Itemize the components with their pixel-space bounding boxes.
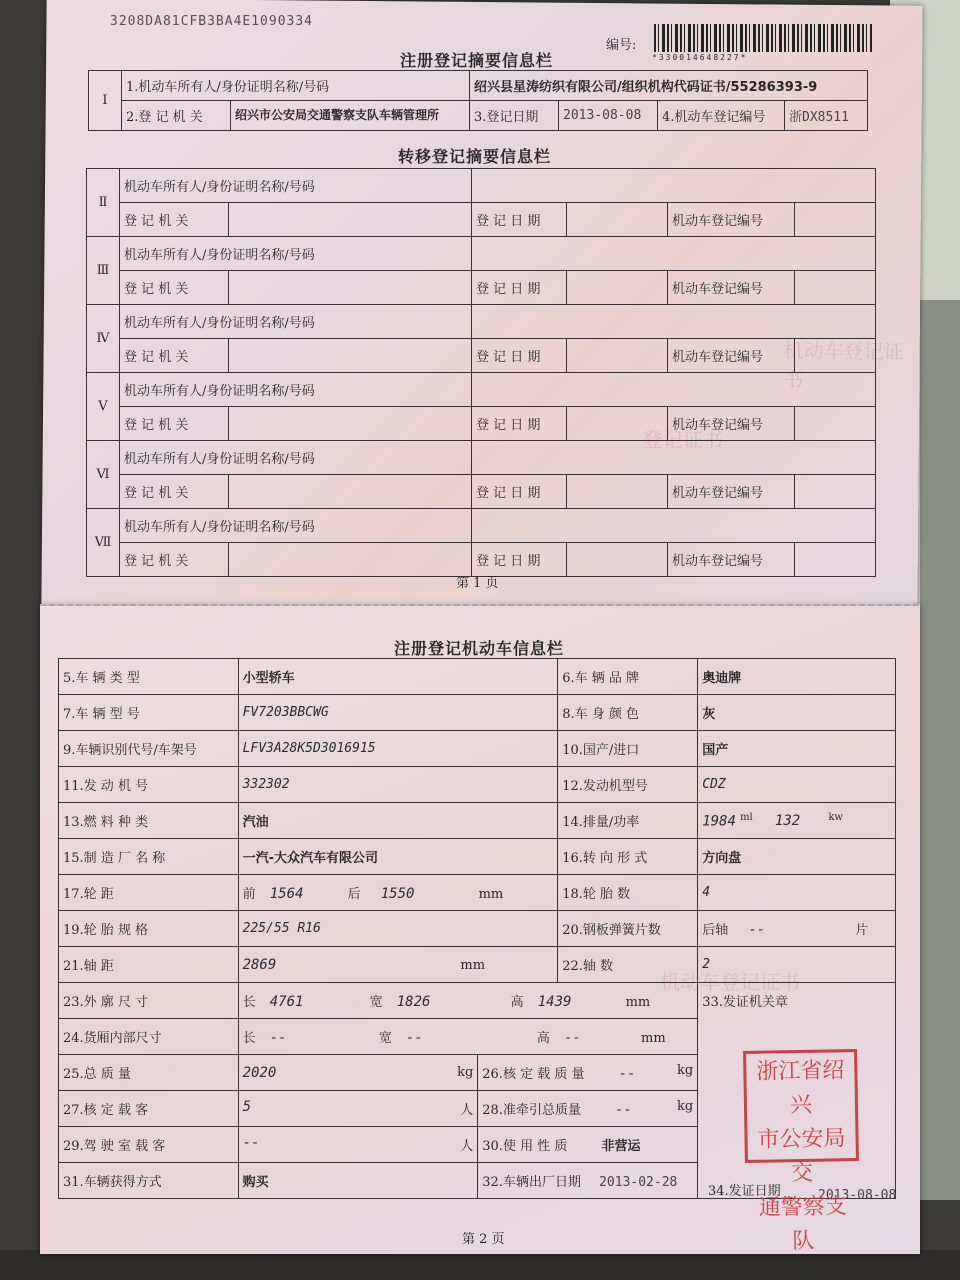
- transfer-owner-label: 机动车所有人/身份证明名称/号码: [120, 237, 472, 271]
- issuing-authority-seal: 浙江省绍兴 市公安局交 通警察支队: [743, 1049, 859, 1163]
- transfer-date-label: 登 记 日 期: [472, 543, 567, 577]
- background-shadow: [920, 300, 960, 1200]
- ren-unit: 人: [460, 1139, 474, 1154]
- transfer-owner-label: 机动车所有人/身份证明名称/号码: [120, 305, 472, 339]
- cab-passengers-cell: [238, 1127, 478, 1163]
- total-mass-label: 25.总 质 量: [59, 1055, 239, 1091]
- front-label: 前: [242, 887, 256, 902]
- vehicle-type-value: 小型轿车: [238, 659, 558, 695]
- towing-mass-value: --: [615, 1102, 632, 1118]
- factory-date-cell: [478, 1163, 698, 1199]
- watermark-text: 机动车登记证书: [660, 970, 800, 994]
- body-color-value: 灰: [698, 695, 896, 731]
- axle-count-label: 22.轴 数: [558, 947, 698, 983]
- engine-number-label: 11.发 动 机 号: [59, 767, 239, 803]
- origin-label: 10.国产/进口: [558, 731, 698, 767]
- kg-unit: kg: [677, 1099, 694, 1114]
- acquisition-label: 31.车辆获得方式: [59, 1163, 239, 1199]
- tire-count-value: 4: [698, 875, 896, 911]
- towing-mass-label: 28.准牵引总质量: [482, 1103, 581, 1118]
- dimensions-cell: [238, 983, 698, 1019]
- row-number: Ⅰ: [89, 71, 122, 131]
- height-value: 1439: [537, 994, 572, 1010]
- engine-model-label: 12.发动机型号: [558, 767, 698, 803]
- transfer-date-value: [567, 407, 668, 441]
- rear-axle-label: 后轴: [702, 923, 729, 938]
- transfer-authority-value: [229, 407, 472, 441]
- reg-number-label: 4.机动车登记编号: [658, 101, 785, 131]
- transfer-date-label: 登 记 日 期: [472, 203, 567, 237]
- mm-unit: mm: [478, 887, 504, 902]
- transfer-authority-label: 登 记 机 关: [120, 407, 229, 441]
- owner-value: 绍兴县星涛纺织有限公司/组织机构代码证书/55286393-9: [470, 71, 868, 101]
- fuel-type-label: 13.燃 料 种 类: [59, 803, 239, 839]
- rated-passengers-value: 5: [242, 1099, 251, 1115]
- reg-date-value: 2013-08-08: [559, 101, 658, 131]
- rear-track-value: 1550: [380, 886, 415, 902]
- seal-label: 33.发证机关章: [698, 983, 896, 1199]
- displacement-value: 1984: [702, 813, 736, 830]
- tire-count-label: 18.轮 胎 数: [558, 875, 698, 911]
- total-mass-cell: [238, 1055, 478, 1091]
- transfer-authority-label: 登 记 机 关: [120, 271, 229, 305]
- leaf-spring-count: --: [748, 922, 766, 938]
- serial-number: 3208DA81CFB3BA4E1090334: [110, 14, 314, 29]
- transfer-regno-value: [795, 543, 876, 577]
- transfer-authority-label: 登 记 机 关: [120, 543, 229, 577]
- rated-passengers-cell: [238, 1091, 478, 1127]
- registration-summary-table: [88, 70, 868, 131]
- page-number: 第 2 页: [462, 1232, 505, 1247]
- rated-passengers-label: 27.核 定 载 客: [59, 1091, 239, 1127]
- kg-unit: kg: [457, 1064, 474, 1080]
- vin-label: 9.车辆识别代号/车架号: [59, 731, 239, 767]
- transfer-owner-value: [472, 373, 876, 407]
- transfer-date-label: 登 记 日 期: [472, 339, 567, 373]
- reg-date-label: 3.登记日期: [470, 101, 559, 131]
- transfer-authority-label: 登 记 机 关: [120, 339, 229, 373]
- cargo-dimensions-cell: [238, 1019, 698, 1055]
- transfer-owner-label: 机动车所有人/身份证明名称/号码: [120, 509, 472, 543]
- transfer-owner-label: 机动车所有人/身份证明名称/号码: [120, 373, 472, 407]
- transfer-authority-value: [229, 271, 472, 305]
- origin-value: 国产: [698, 731, 896, 767]
- cargo-dimensions-label: 24.货厢内部尺寸: [59, 1019, 239, 1055]
- usage-cell: [478, 1127, 698, 1163]
- authority-label: 2.登 记 机 关: [122, 101, 231, 131]
- transfer-regno-label: 机动车登记编号: [668, 407, 795, 441]
- transfer-summary-title: 转移登记摘要信息栏: [398, 147, 552, 166]
- width-value: 1826: [396, 994, 431, 1010]
- height-label: 高: [510, 995, 524, 1010]
- cargo-height-value: --: [564, 1030, 581, 1046]
- front-track-value: 1564: [269, 886, 304, 902]
- manufacturer-value: 一汽-大众汽车有限公司: [238, 839, 558, 875]
- body-color-label: 8.车 身 颜 色: [558, 695, 698, 731]
- issue-date-value: 2013-08-08: [818, 1188, 897, 1203]
- transfer-owner-label: 机动车所有人/身份证明名称/号码: [120, 441, 472, 475]
- row-number: Ⅳ: [87, 305, 120, 373]
- vehicle-brand-label: 6.车 辆 品 牌: [558, 659, 698, 695]
- transfer-regno-value: [795, 339, 876, 373]
- transfer-authority-value: [229, 339, 472, 373]
- leaf-spring-label: 20.钢板弹簧片数: [558, 911, 698, 947]
- wheelbase-cell: [238, 947, 558, 983]
- dimensions-label: 23.外 廓 尺 寸: [59, 983, 239, 1019]
- cab-passengers-label: 29.驾 驶 室 载 客: [59, 1127, 239, 1163]
- fuel-type-value: 汽油: [238, 803, 558, 839]
- transfer-regno-label: 机动车登记编号: [668, 475, 795, 509]
- rated-load-cell: [478, 1055, 698, 1091]
- width-label: 宽: [378, 1031, 392, 1046]
- transfer-regno-label: 机动车登记编号: [668, 271, 795, 305]
- vin-value: LFV3A28K5D3016915: [238, 731, 558, 767]
- rated-load-value: --: [618, 1066, 636, 1082]
- row-number: Ⅲ: [87, 237, 120, 305]
- transfer-regno-label: 机动车登记编号: [668, 339, 795, 373]
- displacement-label: 14.排量/功率: [558, 803, 698, 839]
- power-value: 132: [774, 813, 801, 830]
- transfer-date-value: [567, 203, 668, 237]
- mm-unit: mm: [625, 995, 651, 1010]
- wheelbase-value: 2869: [242, 956, 277, 973]
- rear-label: 后: [347, 887, 361, 902]
- transfer-date-label: 登 记 日 期: [472, 407, 567, 441]
- acquisition-value: 购买: [238, 1163, 478, 1199]
- towing-mass-cell: [478, 1091, 698, 1127]
- vehicle-info-title: 注册登记机动车信息栏: [394, 639, 565, 658]
- kg-unit: kg: [677, 1063, 694, 1078]
- row-number: Ⅴ: [87, 373, 120, 441]
- engine-number-value: 332302: [238, 767, 558, 803]
- length-label: 长: [242, 995, 256, 1010]
- displacement-power-value: [698, 803, 896, 839]
- kw-unit: kw: [828, 811, 843, 823]
- transfer-owner-value: [472, 305, 876, 339]
- row-number: Ⅱ: [87, 169, 120, 237]
- authority-value: 绍兴市公安局交通警察支队车辆管理所: [231, 101, 470, 131]
- transfer-date-value: [567, 475, 668, 509]
- transfer-summary-table: [86, 168, 876, 577]
- length-label: 长: [242, 1031, 256, 1046]
- vehicle-model-label: 7.车 辆 型 号: [59, 695, 239, 731]
- transfer-owner-value: [472, 509, 876, 543]
- cargo-length-value: --: [269, 1030, 287, 1046]
- usage-label: 30.使 用 性 质: [482, 1139, 568, 1154]
- factory-date-value: 2013-02-28: [599, 1175, 678, 1190]
- transfer-regno-value: [795, 203, 876, 237]
- usage-value: 非营运: [601, 1139, 641, 1154]
- axle-count-value: 2: [698, 947, 896, 983]
- total-mass-value: 2020: [242, 1064, 277, 1081]
- watermark-text: 登记证书: [642, 427, 723, 453]
- transfer-authority-value: [229, 203, 472, 237]
- ren-unit: 人: [460, 1103, 474, 1118]
- transfer-regno-label: 机动车登记编号: [668, 203, 795, 237]
- transfer-regno-label: 机动车登记编号: [668, 543, 795, 577]
- watermark-text: 机动车登记证书: [783, 338, 904, 392]
- transfer-date-label: 登 记 日 期: [472, 475, 567, 509]
- transfer-regno-value: [795, 271, 876, 305]
- owner-label: 1.机动车所有人/身份证明名称/号码: [122, 71, 470, 101]
- manufacturer-label: 15.制 造 厂 名 称: [59, 839, 239, 875]
- reg-number-value: 浙DX8511: [785, 101, 868, 131]
- height-label: 高: [536, 1031, 550, 1046]
- tire-spec-value: 225/55 R16: [238, 911, 558, 947]
- transfer-owner-label: 机动车所有人/身份证明名称/号码: [120, 169, 472, 203]
- steering-value: 方向盘: [698, 839, 896, 875]
- vehicle-model-value: FV7203BBCWG: [238, 695, 558, 731]
- transfer-regno-value: [795, 475, 876, 509]
- track-label: 17.轮 距: [59, 875, 239, 911]
- wheelbase-label: 21.轴 距: [59, 947, 239, 983]
- issue-date-label: 34.发证日期: [708, 1184, 781, 1199]
- transfer-authority-label: 登 记 机 关: [120, 203, 229, 237]
- width-label: 宽: [369, 995, 383, 1010]
- ml-unit: ml: [740, 811, 753, 823]
- transfer-owner-value: [472, 169, 876, 203]
- barcode-image: [654, 24, 872, 52]
- cargo-width-value: --: [405, 1030, 423, 1046]
- engine-model-value: CDZ: [698, 767, 896, 803]
- registration-summary-title: 注册登记摘要信息栏: [400, 51, 554, 70]
- mm-unit: mm: [460, 957, 486, 973]
- row-number: Ⅶ: [87, 509, 120, 577]
- steering-label: 16.转 向 形 式: [558, 839, 698, 875]
- transfer-date-label: 登 记 日 期: [472, 271, 567, 305]
- row-number: Ⅵ: [87, 441, 120, 509]
- page-number: 第 1 页: [456, 576, 499, 591]
- doc-number-value: *330014648227*: [652, 53, 748, 62]
- factory-date-label: 32.车辆出厂日期: [482, 1175, 581, 1190]
- pian-unit: 片: [855, 923, 869, 938]
- length-value: 4761: [269, 994, 304, 1010]
- track-value: [238, 875, 558, 911]
- mm-unit: mm: [641, 1031, 666, 1046]
- transfer-authority-label: 登 记 机 关: [120, 475, 229, 509]
- rated-load-label: 26.核 定 载 质 量: [482, 1067, 585, 1082]
- transfer-date-value: [567, 271, 668, 305]
- transfer-owner-value: [472, 237, 876, 271]
- doc-number-label: 编号:: [606, 38, 637, 53]
- tire-spec-label: 19.轮 胎 规 格: [59, 911, 239, 947]
- transfer-authority-value: [229, 475, 472, 509]
- leaf-spring-value: [698, 911, 896, 947]
- transfer-date-value: [567, 543, 668, 577]
- transfer-authority-value: [229, 543, 472, 577]
- transfer-date-value: [567, 339, 668, 373]
- cab-passengers-value: --: [242, 1135, 260, 1151]
- transfer-regno-value: [795, 407, 876, 441]
- transfer-owner-value: [472, 441, 876, 475]
- vehicle-brand-value: 奥迪牌: [698, 659, 896, 695]
- vehicle-type-label: 5.车 辆 类 型: [59, 659, 239, 695]
